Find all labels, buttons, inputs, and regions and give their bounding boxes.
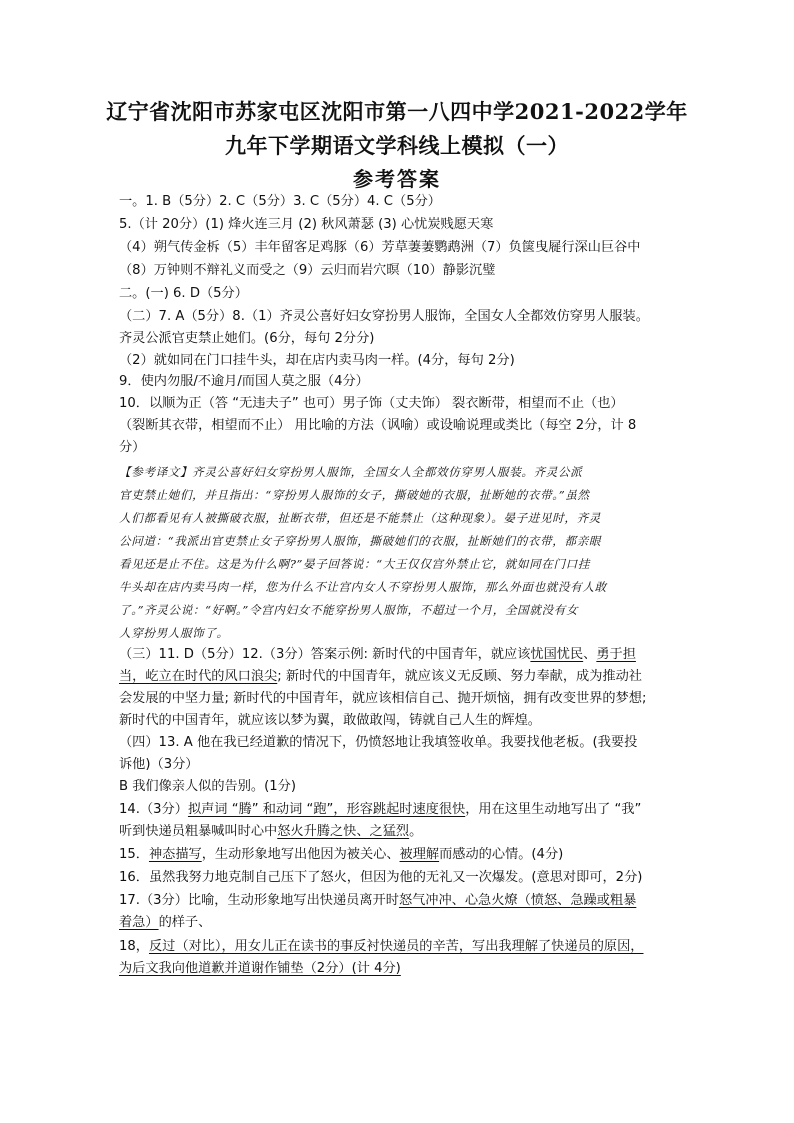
document-title-line-1: 辽宁省沈阳市苏家屯区沈阳市第一八四中学2021-2022学年 <box>106 99 688 124</box>
answer-text: 听到快递员粗暴喊叫时心中 <box>119 824 278 839</box>
answer-line-q10: 10．以顺为正（答 “无违夫子” 也可）男子饰（丈夫饰） 裂衣断带，相望而不止（也） <box>119 396 624 411</box>
translation-line: 人穿扮男人服饰了。 <box>119 626 229 640</box>
underlined-text: 被理解 <box>399 847 440 862</box>
answer-line-q12-b <box>119 667 642 687</box>
answer-text: 。 <box>409 824 423 839</box>
answer-text: 17.（3分）比喻，生动形象地写出快递员离开时 <box>119 893 399 908</box>
answer-line-q5-c: （8）万钟则不辩礼义而受之（9）云归而岩穴暝（10）静影沉璧 <box>119 263 496 278</box>
translation-line: 看见还是止不住。这是为什么啊?”晏子回答说：“大王仅仅宫外禁止它，就如同在门口挂 <box>119 557 591 571</box>
answer-text: ，用在这里生动地写出了 “我” <box>465 802 642 817</box>
answer-line-q17-b <box>119 913 211 933</box>
underlined-text: 怒气冲冲、心急火燎（愤怒、急躁或粗暴 <box>398 893 637 908</box>
answer-line-q14-b <box>119 822 422 842</box>
answer-text: 的样子、 <box>158 915 212 930</box>
answer-line-q11-12 <box>119 645 636 665</box>
answer-line-q15 <box>119 845 563 865</box>
answer-line-q16: 16．虽然我努力地克制自己压下了怒火，但因为他的无礼又一次爆发。(意思对即可，2分) <box>119 870 643 885</box>
answer-line-q6: 二。(一) 6. D（5分） <box>119 286 248 301</box>
answer-text: 14.（3分） <box>119 802 188 817</box>
document-title-answers: 参考答案 <box>353 167 441 191</box>
answer-text: 18， <box>119 939 149 954</box>
answer-line-q5: 5.（计 20分）(1) 烽火连三月 (2) 秋风萧瑟 (3) 心忧炭贱愿天寒 <box>119 217 494 232</box>
underlined-text: 怒火升腾之快、之猛烈 <box>277 824 410 839</box>
answer-line-q17 <box>119 891 636 911</box>
answer-text: ，生动形象地写出他因为被关心、 <box>201 847 400 862</box>
answer-line-q7-8: （二）7. A（5分）8.（1）齐灵公喜好妇女穿扮男人服饰，全国女人全都效仿穿男人服装。 <box>119 309 649 324</box>
answer-text: 而感动的心情。(4分) <box>439 847 564 862</box>
answer-text: 15． <box>119 847 149 862</box>
answer-line-q12-d: 新时代的中国青年，就应该以梦为翼，敢做敢闯，铸就自己人生的辉煌。 <box>119 713 541 728</box>
translation-line: 人们都看见有人被撕破衣服，扯断衣带，但还是不能禁止（这种现象）。晏子进见时，齐灵 <box>119 511 601 525</box>
translation-line: 牛头却在店内卖马肉一样，您为什么不让宫内女人不穿扮男人服饰，那么外面也就没有人敢 <box>119 580 607 594</box>
answer-line-q12-c: 会发展的中坚力量; 新时代的中国青年，就应该相信自己、抛开烦恼，拥有改变世界的梦想; <box>119 691 647 706</box>
underlined-text: 当，屹立在时代的风口浪尖 <box>119 669 278 684</box>
underlined-text: 神态描写 <box>148 847 202 862</box>
answer-line-q13-c: B 我们像亲人似的告别。(1分) <box>119 779 296 794</box>
underlined-text: 为后文我向他道歉并道谢作铺垫（2分）(计 4分) <box>119 961 401 976</box>
answer-line-q13-b: 诉他)（3分） <box>119 757 199 772</box>
answer-line-q18 <box>119 937 644 957</box>
underlined-text: 忧国忧民 <box>530 647 584 662</box>
underlined-text: 拟声词 “腾” 和动词 “跑”，形容跳起时速度很快 <box>187 802 466 817</box>
answer-line-q14 <box>119 800 641 820</box>
answer-text: 、 <box>583 647 597 662</box>
answer-line-q8-cont: 齐灵公派官吏禁止她们。(6分，每句 2分分) <box>119 331 375 346</box>
answer-line-q18-b <box>119 959 401 979</box>
answer-line-q1-4: 一。1. B（5分）2. C（5分）3. C（5分）4. C（5分） <box>119 194 441 209</box>
underlined-text: 反过（对比），用女儿正在读书的事反衬快递员的辛苦，写出我理解了快递员的原因， <box>148 939 644 954</box>
answer-line-q10-c: 分） <box>119 440 146 455</box>
answer-line-q9: 9．使内勿服/不逾月/而国人莫之服（4分） <box>119 374 369 389</box>
translation-line: 公问道：“我派出官吏禁止女子穿扮男人服饰，撕破她们的衣服，扯断她们的衣带，都亲眼 <box>119 534 602 548</box>
underlined-text: 勇于担 <box>596 647 636 662</box>
document-title-line-2: 九年下学期语文学科线上模拟（一） <box>225 133 569 158</box>
answer-line-q13: （四）13. A 他在我已经道歉的情况下，仍愤怒地让我填签收单。我要找他老板。(我要投 <box>119 735 638 750</box>
answer-line-q10-b: （裂断其衣带，相望而不止） 用比喻的方法（讽喻）或设喻说理或类比（每空 2分，计 8 <box>119 418 637 433</box>
translation-line: 【参考译文】齐灵公喜好妇女穿扮男人服饰，全国女人全都效仿穿男人服装。齐灵公派 <box>119 465 583 479</box>
underlined-text: 着急） <box>119 915 159 930</box>
answer-line-q5-b: （4）朔气传金柝（5）丰年留客足鸡豚（6）芳草萋萋鹦鹉洲（7）负箧曳屣行深山巨谷中 <box>119 240 641 255</box>
translation-line: 官吏禁止她们，并且指出：“穿扮男人服饰的女子，撕破她的衣服，扯断她的衣带。”虽然 <box>119 488 590 502</box>
answer-line-q8-2: （2）就如同在门口挂牛头，却在店内卖马肉一样。(4分，每句 2分) <box>119 353 515 368</box>
translation-line: 了。”齐灵公说：“好啊。”令宫内妇女不能穿扮男人服饰，不超过一个月，全国就没有女 <box>119 603 579 617</box>
answer-text: ; 新时代的中国青年，就应该义无反顾、努力奉献，成为推动社 <box>277 669 642 684</box>
answer-text: （三）11. D（5分）12.（3分）答案示例: 新时代的中国青年，就应该 <box>119 647 531 662</box>
